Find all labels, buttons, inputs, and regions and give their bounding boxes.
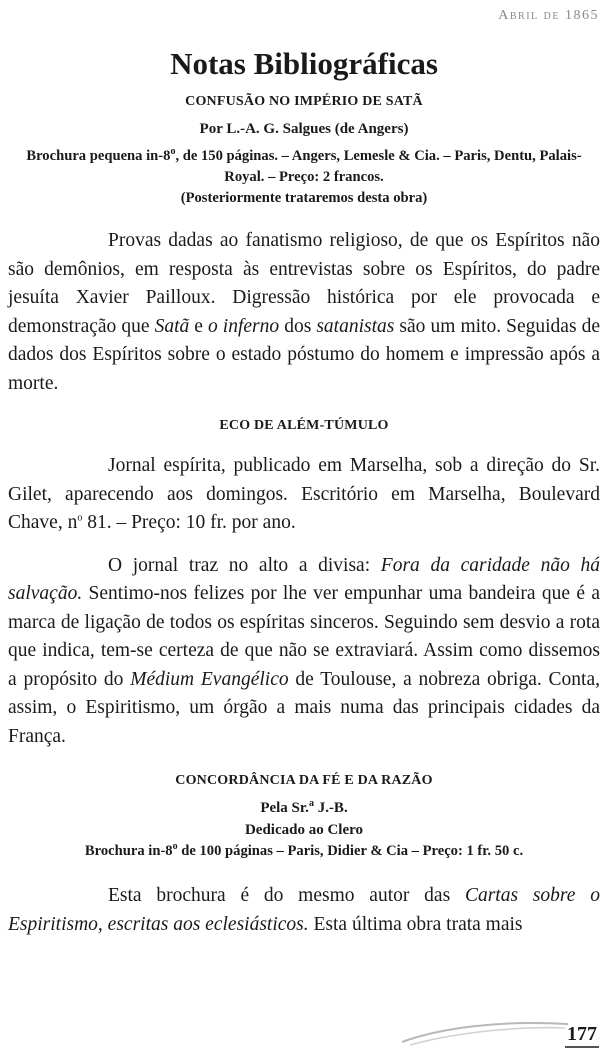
running-head: Abril de 1865 bbox=[498, 8, 599, 23]
section-title-confusao: CONFUSÃO NO IMPÉRIO DE SATÃ bbox=[185, 94, 423, 109]
page-body bbox=[8, 46, 600, 939]
section-title-concordancia: CONCORDÂNCIA DA FÉ E DA RAZÃO bbox=[175, 773, 433, 788]
paragraph-divisa: O jornal traz no alto a divisa: Fora da caridade não há salvação. Sentimo-nos felizes por lhe ver empunhar uma bandeira que é a marca de ligação de todos os espíritas sinceros. Seguindo sem desvio a rota que indica, tem-se certeza de que não se extraviará. Assim como dissemos a propósito do Médium Evangélico de Toulouse, a nobreza obriga. Conta, assim, o Espiritismo, um órgão a mais numa das principais cidades da França. bbox=[8, 554, 600, 747]
book-reference: Brochura pequena in-8$^o$, de 150 páginas. – Angers, Lemesle & Cia. – Paris, Dentu, Palais-Royal. – Preço: 2 francos. bbox=[26, 146, 582, 185]
page-title: Notas Bibliográficas bbox=[170, 46, 438, 81]
paragraph-jornal: Jornal espírita, publicado em Marselha, sob a direção do Sr. Gilet, aparecendo aos domingos. Escritório em Marselha, Boulevard Chave, $n^o$ 81. – Preço: 10 fr. por ano. bbox=[8, 455, 600, 533]
paragraph-provas: Provas dadas ao fanatismo religioso, de que os Espíritos não são demônios, em resposta às entrevistas sobre os Espíritos, do padre jesuíta Xavier Pailloux. Digressão histórica por ele provocada e demonstração que Satã e o inferno dos satanistas são um mito. Seguidas de dados dos Espíritos sobre o estado póstumo do homem e impressão após a morte. bbox=[8, 230, 600, 394]
footer-swoosh-ornament bbox=[400, 1018, 570, 1048]
paragraph-brochura: Esta brochura é do mesmo autor das Cartas sobre o Espiritismo, escritas aos eclesiásticos. Esta última obra trata mais bbox=[8, 885, 600, 935]
book-reference-2: Brochura in-8$^o$ de 100 páginas – Paris, Didier & Cia – Preço: 1 fr. 50 c. bbox=[84, 841, 524, 859]
section-author-salgues: Por L.-A. G. Salgues (de Angers) bbox=[199, 121, 409, 137]
book-note: (Posteriormente trataremos desta obra) bbox=[180, 190, 428, 206]
page-number: 177 bbox=[565, 1023, 599, 1048]
section-author-jb: Pela Sr.$^a$ J.-B. bbox=[260, 798, 348, 816]
section-dedication: Dedicado ao Clero bbox=[244, 822, 364, 838]
section-title-eco: ECO DE ALÉM-TÚMULO bbox=[219, 418, 389, 433]
